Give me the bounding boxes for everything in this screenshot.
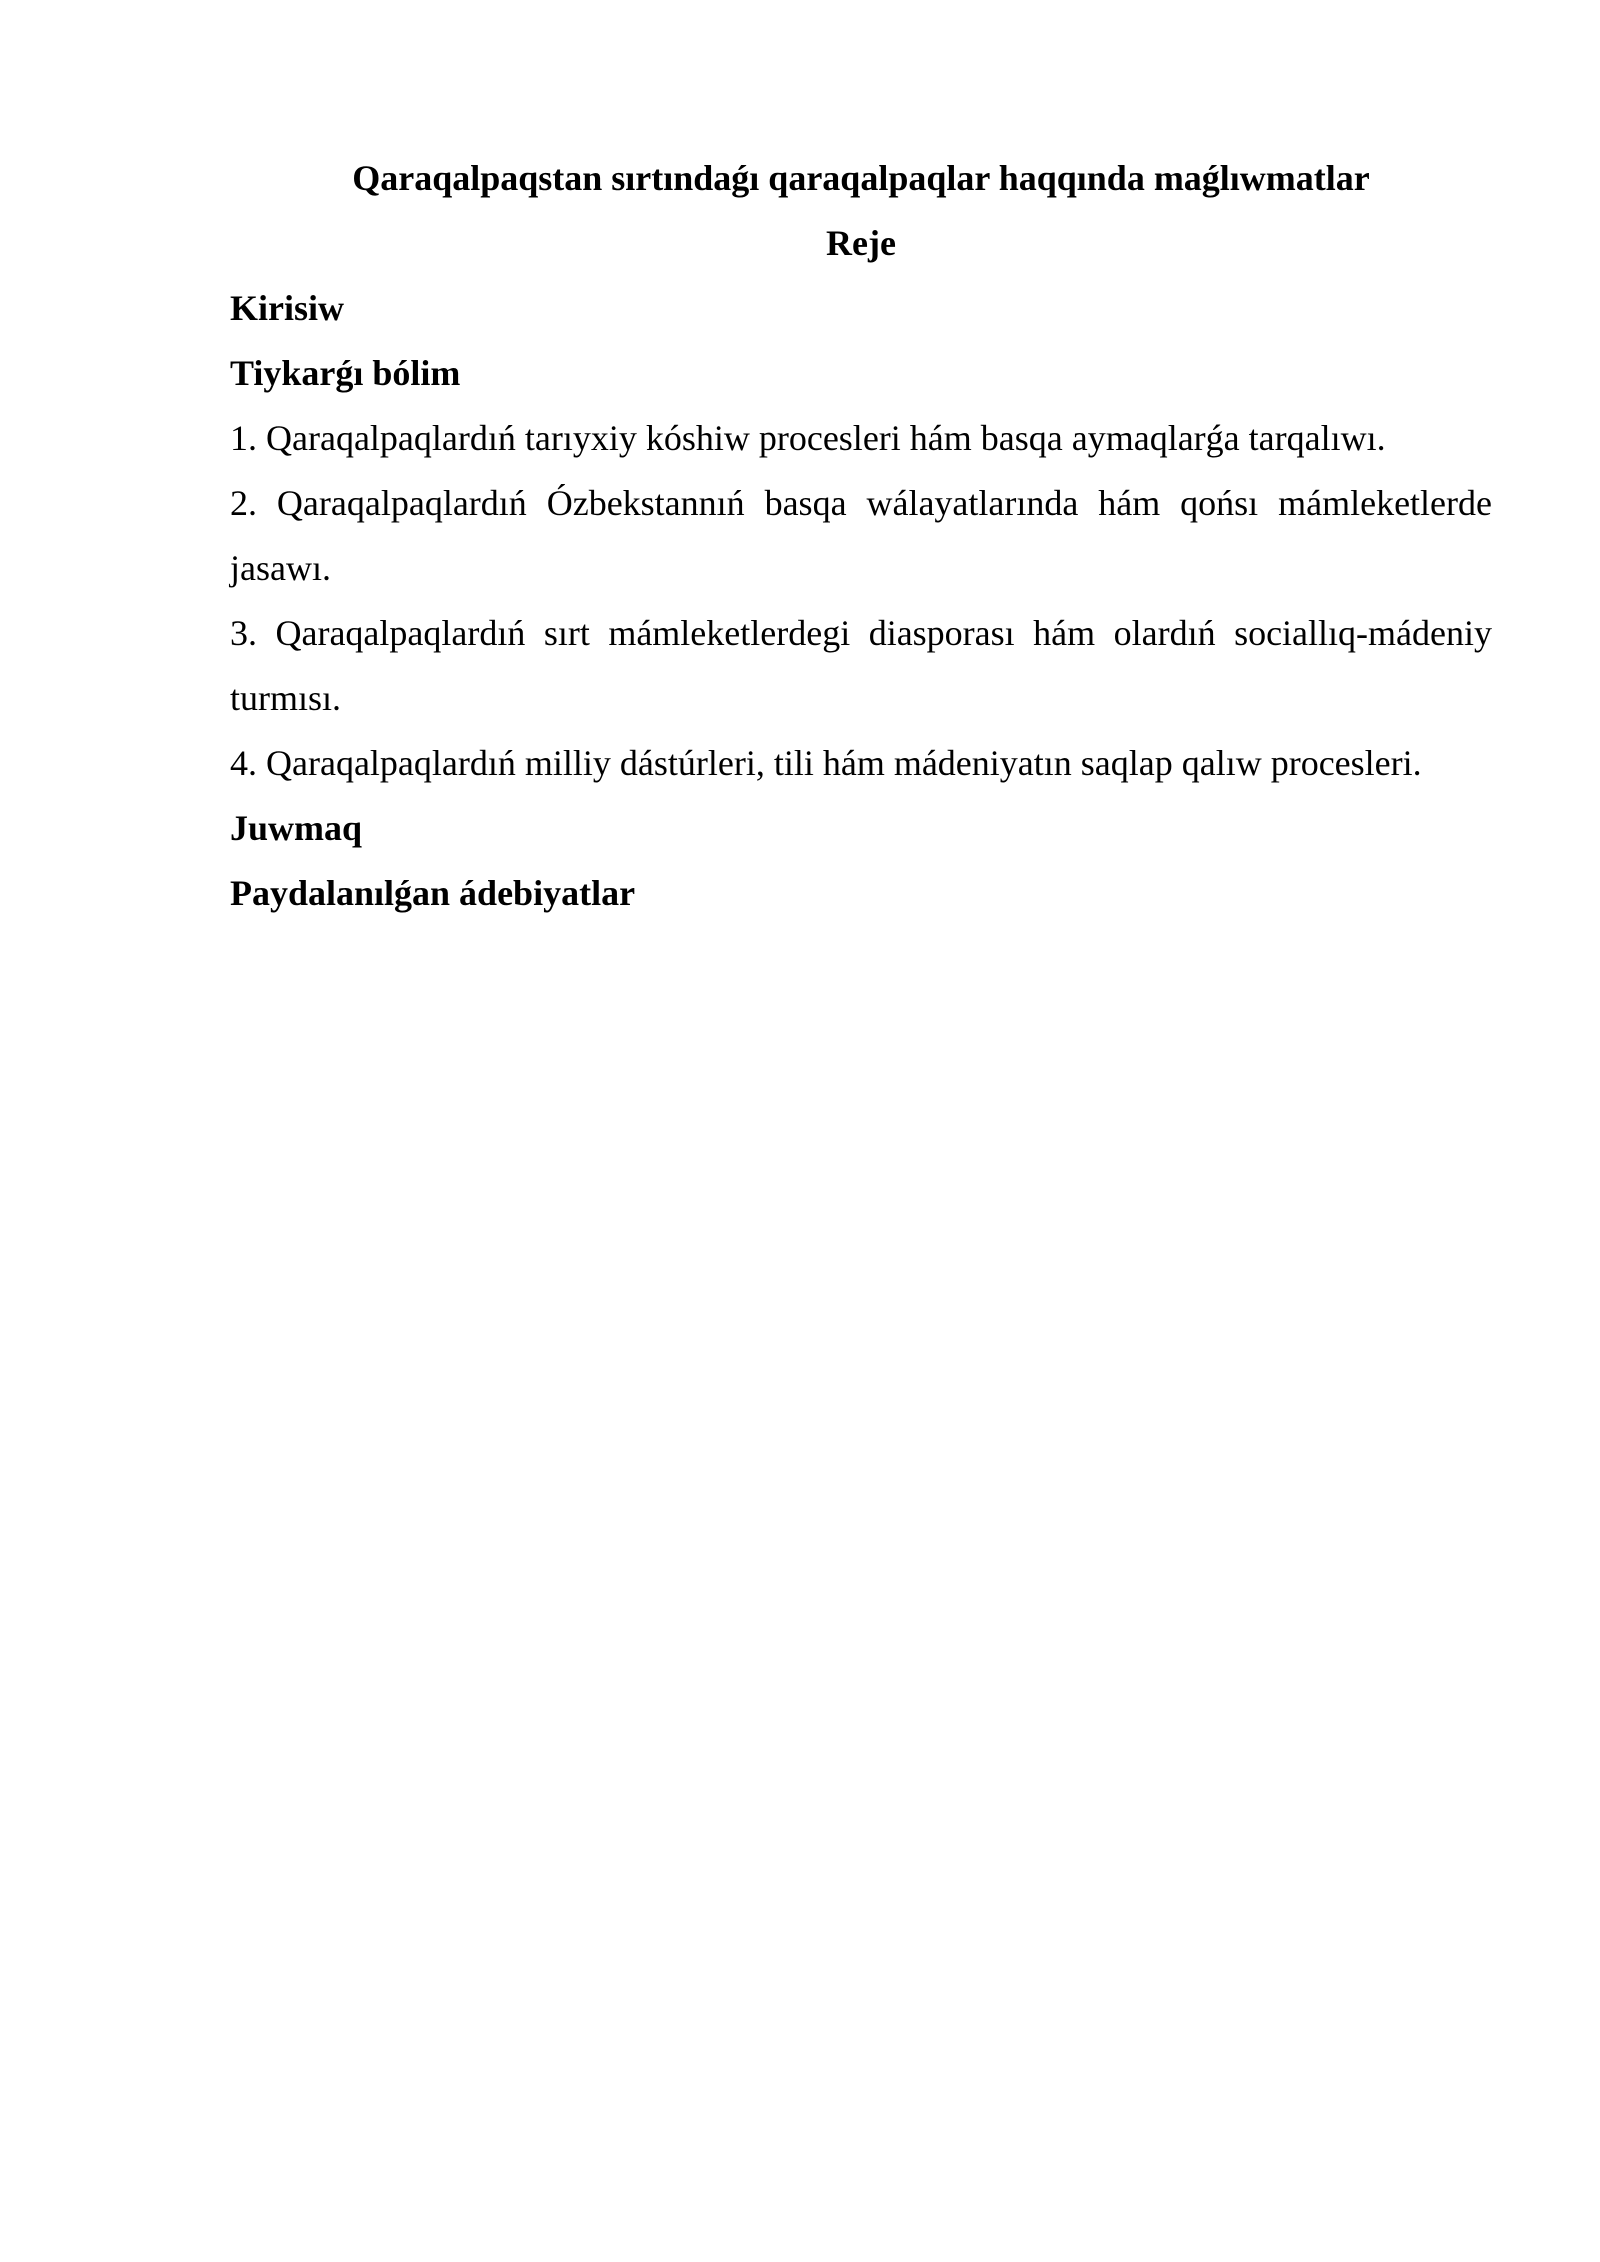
- section-main: Tiykarǵı bólim: [230, 353, 461, 393]
- plan-item-2: 2. Qaraqalpaqlardıń Ózbekstannıń basqa wálayatlarında hám qońsı mámleketlerde jasawı.: [230, 483, 1492, 588]
- section-intro: Kirisiw: [230, 288, 344, 328]
- document-title: Qaraqalpaqstan sırtındaǵı qaraqalpaqlar haqqında maǵlıwmatlar: [352, 158, 1370, 198]
- plan-item-4: 4. Qaraqalpaqlardıń milliy dástúrleri, tili hám mádeniyatın saqlap qalıw procesleri.: [230, 743, 1422, 783]
- plan-heading: Reje: [826, 223, 896, 263]
- document-content: [230, 146, 1492, 926]
- section-references: Paydalanılǵan ádebiyatlar: [230, 873, 636, 913]
- section-conclusion: Juwmaq: [230, 808, 363, 848]
- plan-item-3: 3. Qaraqalpaqlardıń sırt mámleketlerdegi diasporası hám olardıń sociallıq-mádeniy turmısı.: [230, 613, 1492, 718]
- plan-item-1: 1. Qaraqalpaqlardıń tarıyxiy kóshiw procesleri hám basqa aymaqlarǵa tarqalıwı.: [230, 418, 1386, 458]
